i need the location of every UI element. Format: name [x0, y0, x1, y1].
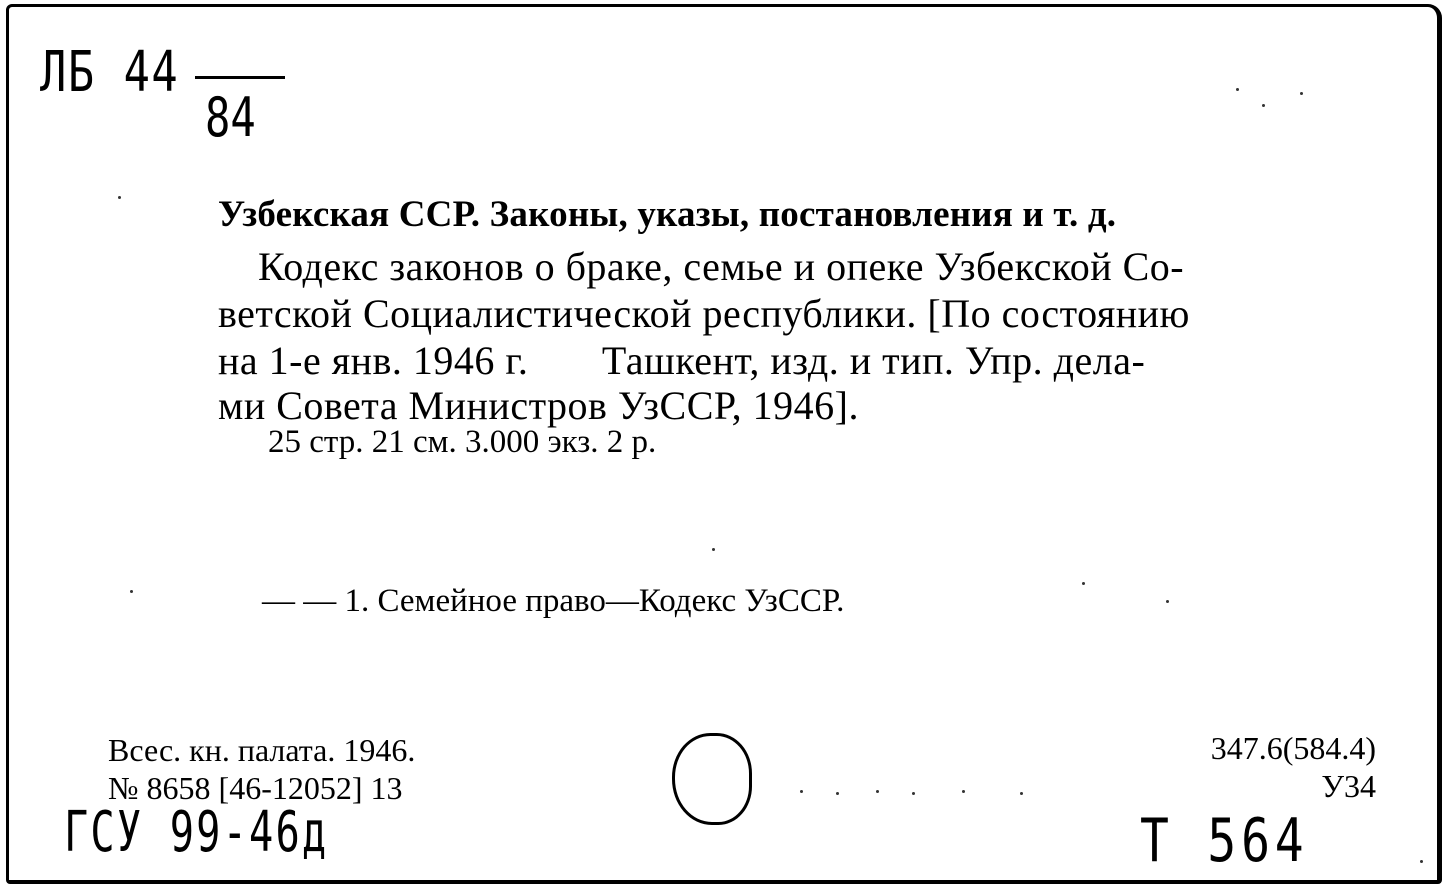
card-punch-hole [672, 733, 752, 825]
author-mark: У34 [1321, 768, 1376, 804]
title-line-2: ветской Социалистической республики. [По состоянию [218, 291, 1190, 336]
dust-speck [1020, 792, 1023, 795]
dust-speck [130, 590, 133, 593]
collation: 25 стр. 21 см. 3.000 экз. 2 р. [268, 424, 657, 460]
dust-speck [912, 792, 915, 795]
entry-heading: Узбекская ССР. Законы, указы, постановления и т. д. [218, 194, 1117, 235]
subject-tracing: — — 1. Семейное право—Кодекс УзССР. [262, 583, 845, 619]
title-line-1: Кодекс законов о браке, семье и опеке Узбекской Со- [258, 244, 1185, 289]
title-line-4: ми Совета Министров УзССР, 1946]. [218, 383, 859, 428]
title-line-3: на 1-е янв. 1946 г. Ташкент, изд. и тип. Упр. дела- [218, 338, 1146, 383]
inventory-number-left: ГСУ 99-46д [64, 800, 329, 865]
dust-speck [800, 790, 803, 793]
shelfmark-top: ЛБ 44 [40, 40, 180, 105]
shelfmark-fraction-line [195, 76, 285, 79]
dust-speck [1236, 88, 1239, 91]
dust-speck [836, 792, 839, 795]
dust-speck [1300, 92, 1303, 95]
dust-speck [118, 196, 121, 199]
book-chamber-number: № 8658 [46-12052] 13 [108, 770, 403, 806]
shelfmark-bottom: 84 [205, 86, 256, 149]
inventory-number-right: Т 564 [1140, 806, 1309, 876]
dust-speck [1262, 104, 1265, 107]
dust-speck [962, 790, 965, 793]
dust-speck [1420, 860, 1423, 863]
dust-speck [1082, 582, 1085, 585]
dust-speck [712, 548, 715, 551]
book-chamber: Всес. кн. палата. 1946. [108, 732, 416, 768]
classification-number: 347.6(584.4) [1210, 730, 1376, 766]
dust-speck [1166, 600, 1169, 603]
dust-speck [876, 790, 879, 793]
